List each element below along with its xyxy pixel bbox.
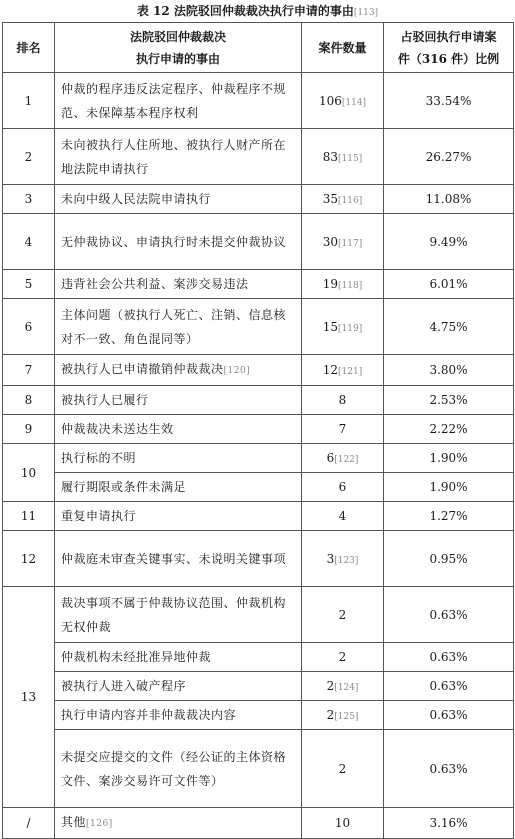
reason-cell: 仲裁机构未经批准异地仲裁: [55, 643, 302, 672]
table-row: [3, 386, 514, 415]
rank-cell: 9: [3, 415, 55, 444]
rank-cell: 3: [3, 185, 55, 214]
table-row: [3, 808, 514, 839]
count-cell: [302, 270, 384, 299]
count-value: 2: [326, 708, 335, 722]
header-rank: 排名: [3, 23, 55, 73]
rank-cell: 13: [3, 587, 55, 808]
reason-cell: 违背社会公共利益、案涉交易违法: [55, 270, 302, 299]
count-cell: [302, 587, 384, 643]
rank-cell: 8: [3, 386, 55, 415]
count-cell: [302, 299, 384, 355]
pct-cell: 1.90%: [384, 473, 514, 502]
reason-cell: 履行期限或条件未满足: [55, 473, 302, 502]
header-reason: [55, 23, 302, 73]
reason-cell: 执行标的不明: [55, 444, 302, 473]
table-caption-title: 表 12 法院驳回仲裁裁决执行申请的事由: [136, 4, 354, 18]
count-ref: [116]: [338, 196, 363, 206]
header-pct: [384, 23, 514, 73]
count-ref: [119]: [338, 323, 363, 334]
count-value: 2: [338, 607, 347, 622]
table-row: [3, 355, 514, 386]
pct-cell: 1.27%: [384, 502, 514, 531]
table-row: [3, 643, 514, 672]
count-ref: [121]: [338, 367, 363, 377]
count-value: 12: [322, 363, 339, 377]
reason-cell: [55, 355, 302, 386]
count-cell: [302, 386, 384, 415]
table-row: [3, 672, 514, 701]
count-ref: [118]: [338, 281, 363, 291]
table-row: [3, 185, 514, 214]
count-value: 4: [338, 509, 347, 523]
table-row: [3, 415, 514, 444]
count-cell: [302, 672, 384, 701]
table-row: [3, 73, 514, 129]
reason-ref: [120]: [223, 366, 251, 376]
count-cell: [302, 415, 384, 444]
count-value: 2: [326, 679, 335, 693]
count-ref: [115]: [338, 153, 363, 164]
count-cell: [302, 444, 384, 473]
reason-cell: 未提交应提交的文件（经公证的主体资格文件、案涉交易许可文件等）: [55, 730, 302, 808]
count-cell: [302, 502, 384, 531]
pct-cell: 0.63%: [384, 730, 514, 808]
count-cell: [302, 730, 384, 808]
reason-cell: 无仲裁协议、申请执行时未提交仲裁协议: [55, 214, 302, 270]
count-cell: [302, 129, 384, 185]
count-cell: [302, 214, 384, 270]
reason-ref: [126]: [86, 819, 113, 829]
pct-cell: 4.75%: [384, 299, 514, 355]
count-cell: [302, 473, 384, 502]
count-value: 3: [326, 551, 335, 566]
count-ref: [114]: [341, 97, 367, 108]
pct-cell: 9.49%: [384, 214, 514, 270]
count-value: 7: [338, 422, 347, 436]
header-pct-line2: 件（316 件）比例: [397, 51, 500, 66]
table-row: [3, 214, 514, 270]
reason-cell: 仲裁的程序违反法定程序、仲裁程序不规范、未保障基本程序权利: [55, 73, 302, 129]
pct-cell: 11.08%: [384, 185, 514, 214]
pct-cell: 0.63%: [384, 643, 514, 672]
count-ref: [125]: [334, 712, 359, 722]
rank-cell: 1: [3, 73, 55, 129]
count-value: 8: [338, 393, 347, 407]
reason-cell: 未向中级人民法院申请执行: [55, 185, 302, 214]
count-value: 10: [334, 816, 351, 830]
table-row: [3, 701, 514, 730]
count-value: 2: [338, 761, 347, 776]
count-cell: [302, 73, 384, 129]
pct-cell: 6.01%: [384, 270, 514, 299]
count-value: 19: [322, 277, 339, 291]
count-value: 83: [322, 149, 339, 164]
rank-cell: /: [3, 808, 55, 839]
table-row: [3, 502, 514, 531]
table-row: [3, 299, 514, 355]
table-row: [3, 473, 514, 502]
rank-cell: 2: [3, 129, 55, 185]
count-ref: [117]: [338, 238, 363, 249]
pct-cell: 0.63%: [384, 672, 514, 701]
count-cell: [302, 701, 384, 730]
reason-cell: 重复申请执行: [55, 502, 302, 531]
table-row: [3, 444, 514, 473]
count-ref: [123]: [334, 555, 359, 566]
rank-cell: 12: [3, 531, 55, 587]
pct-cell: 2.53%: [384, 386, 514, 415]
count-cell: [302, 643, 384, 672]
count-cell: [302, 355, 384, 386]
reason-cell: 未向被执行人住所地、被执行人财产所在地法院申请执行: [55, 129, 302, 185]
table-row: [3, 730, 514, 808]
reason-cell: 裁决事项不属于仲裁协议范围、仲裁机构无权仲裁: [55, 587, 302, 643]
rank-cell: 4: [3, 214, 55, 270]
header-reason-line1: 法院驳回仲裁裁决: [129, 29, 226, 44]
reason-cell: 仲裁裁决未送达生效: [55, 415, 302, 444]
rank-cell: 7: [3, 355, 55, 386]
table-header-row: [3, 23, 514, 73]
pct-cell: 33.54%: [384, 73, 514, 129]
reason-cell: 执行申请内容并非仲裁裁决内容: [55, 701, 302, 730]
count-value: 6: [326, 451, 335, 465]
count-ref: [122]: [334, 455, 359, 465]
table-caption-ref: [113]: [353, 8, 379, 18]
count-cell: [302, 531, 384, 587]
count-value: 35: [322, 192, 339, 206]
rejection-reasons-table: [2, 22, 514, 839]
count-ref: [124]: [334, 683, 359, 693]
pct-cell: 0.95%: [384, 531, 514, 587]
pct-cell: 3.80%: [384, 355, 514, 386]
reason-cell: 仲裁庭未审查关键事实、未说明关键事项: [55, 531, 302, 587]
table-row: [3, 587, 514, 643]
reason-text: 被执行人已申请撤销仲裁裁决: [61, 362, 224, 376]
pct-cell: 3.16%: [384, 808, 514, 839]
reason-cell: 被执行人已履行: [55, 386, 302, 415]
header-pct-line1: 占驳回执行申请案: [400, 29, 497, 44]
reason-cell: 被执行人进入破产程序: [55, 672, 302, 701]
reason-cell: 主体问题（被执行人死亡、注销、信息核对不一致、角色混同等）: [55, 299, 302, 355]
rank-cell: 10: [3, 444, 55, 502]
reason-text: 其他: [61, 815, 87, 829]
header-reason-line2: 执行申请的事由: [135, 51, 220, 66]
pct-cell: 0.63%: [384, 587, 514, 643]
header-count: 案件数量: [302, 23, 384, 73]
table-row: [3, 129, 514, 185]
count-value: 2: [338, 650, 347, 664]
pct-cell: 2.22%: [384, 415, 514, 444]
rank-cell: 6: [3, 299, 55, 355]
rank-cell: 11: [3, 502, 55, 531]
count-value: 6: [338, 480, 347, 494]
table-row: [3, 270, 514, 299]
pct-cell: 26.27%: [384, 129, 514, 185]
table-caption: [0, 0, 515, 22]
count-cell: [302, 808, 384, 839]
reason-cell: [55, 808, 302, 839]
table-row: [3, 531, 514, 587]
pct-cell: 1.90%: [384, 444, 514, 473]
count-cell: [302, 185, 384, 214]
count-value: 30: [322, 234, 339, 249]
count-value: 106: [318, 93, 342, 108]
count-value: 15: [322, 319, 339, 334]
rank-cell: 5: [3, 270, 55, 299]
pct-cell: 0.63%: [384, 701, 514, 730]
